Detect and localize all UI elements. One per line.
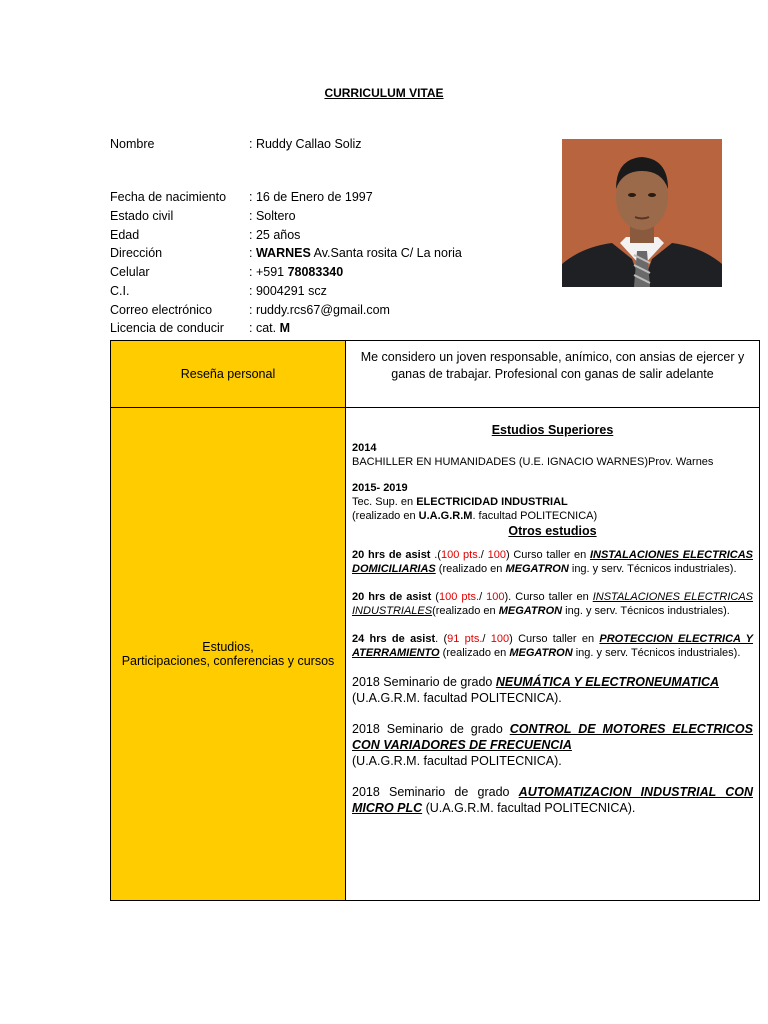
bachiller-text: BACHILLER EN HUMANIDADES (U.E. IGNACIO WARNES)Prov. Warnes — [352, 456, 714, 468]
civil-value: : Soltero — [249, 209, 296, 223]
profile-photo-graphic — [562, 139, 722, 287]
seminar-2: 2018 Seminario de grado CONTROL DE MOTORES ELECTRICOS CON VARIADORES DE FRECUENCIA (U.A.G.R.M. facultad POLITECNICA). — [352, 722, 753, 768]
ci-label: C.I. — [110, 284, 130, 298]
resena-text-cell — [346, 341, 760, 408]
age-label: Edad — [110, 228, 140, 242]
course-1: 20 hrs de asist .(100 pts./ 100) Curso taller en INSTALACIONES ELECTRICAS DOMICILIARIAS (realizado en MEGATRON ing. y serv. Técnicos industriales). — [352, 549, 754, 575]
name-label: Nombre — [110, 137, 155, 151]
address-value: : WARNES Av.Santa rosita C/ La noria — [249, 246, 462, 260]
course-3: 24 hrs de asist. (91 pts./ 100) Curso taller en PROTECCION ELECTRICA Y ATERRAMIENTO (realizado en MEGATRON ing. y serv. Técnicos industriales). — [352, 633, 754, 659]
course-2: 20 hrs de asist (100 pts./ 100). Curso taller en INSTALACIONES ELECTRICAS INDUSTRIALES(realizado en MEGATRON ing. y serv. Técnicos industriales). — [352, 591, 753, 617]
civil-row — [110, 207, 296, 225]
email-row — [110, 301, 390, 319]
license-label: Licencia de conducir — [110, 321, 224, 335]
name-row — [110, 135, 362, 153]
phone-row — [110, 263, 343, 281]
phone-value: : +591 78083340 — [249, 265, 344, 279]
otros-heading: Otros estudios — [508, 524, 597, 538]
ci-row — [110, 282, 327, 300]
name-value: : Ruddy Callao Soliz — [249, 137, 362, 151]
age-row — [110, 226, 300, 244]
license-value: : cat. M — [249, 321, 290, 335]
year-2015-2019: 2015- 2019 — [352, 482, 408, 494]
superiores-heading: Estudios Superiores — [491, 423, 614, 437]
age-value: : 25 años — [249, 228, 301, 242]
email-value: : ruddy.rcs67@gmail.com — [249, 303, 390, 317]
estudios-label-line2: Participaciones, conferencias y cursos — [121, 654, 335, 668]
phone-label: Celular — [110, 265, 150, 279]
estudios-content-cell — [346, 408, 760, 901]
license-row — [110, 319, 290, 337]
birth-row — [110, 188, 373, 206]
address-label: Dirección — [110, 246, 163, 260]
tec-sup-institution: (realizado en U.A.G.R.M. facultad POLITECNICA) — [352, 510, 598, 522]
birth-value: : 16 de Enero de 1997 — [249, 190, 373, 204]
seminar-1: 2018 Seminario de grado NEUMÁTICA Y ELECTRONEUMATICA (U.A.G.R.M. facultad POLITECNICA). — [352, 675, 720, 705]
resena-text: Me considero un joven responsable, anímico, con ansias de ejercer y ganas de trabajar. Profesional con ganas de salir adelante — [360, 350, 745, 381]
resena-row — [111, 341, 760, 408]
estudios-row — [111, 408, 760, 901]
seminar-3: 2018 Seminario de grado AUTOMATIZACION INDUSTRIAL CON MICRO PLC (U.A.G.R.M. facultad POLITECNICA). — [352, 785, 753, 815]
resena-label-cell — [111, 341, 346, 408]
document-title: CURRICULUM VITAE — [324, 86, 444, 100]
education-entry-1 — [346, 441, 759, 469]
year-2014: 2014 — [352, 442, 377, 454]
ci-value: : 9004291 scz — [249, 284, 327, 298]
civil-label: Estado civil — [110, 209, 174, 223]
estudios-label-cell — [111, 408, 346, 901]
tec-sup-text: Tec. Sup. en ELECTRICIDAD INDUSTRIAL — [352, 496, 568, 508]
estudios-label-line1: Estudios, — [202, 640, 254, 654]
email-label: Correo electrónico — [110, 303, 213, 317]
cv-table — [110, 340, 760, 901]
education-entry-2 — [346, 481, 759, 523]
profile-photo — [562, 139, 722, 287]
address-row — [110, 244, 462, 262]
birth-label: Fecha de nacimiento — [110, 190, 227, 204]
resena-label: Reseña personal — [180, 367, 276, 381]
